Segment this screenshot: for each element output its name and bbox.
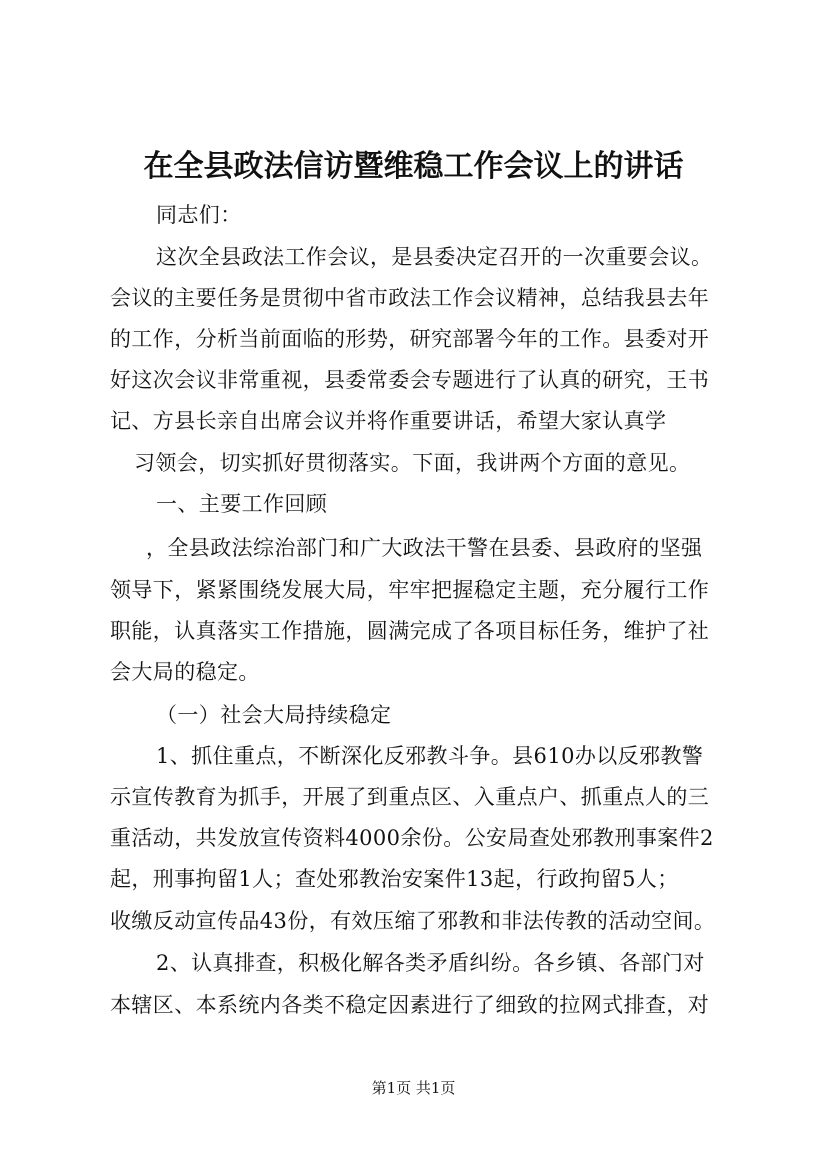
body-line: 这次全县政法工作会议，是县委决定召开的一次重要会议。 bbox=[156, 245, 713, 269]
body-line: 1、抓住重点，不断深化反邪教斗争。县610办以反邪教警 bbox=[156, 744, 704, 768]
body-line: 会大局的稳定。 bbox=[110, 660, 260, 684]
body-line: 会议的主要任务是贯彻中省市政法工作会议精神，总结我县去年 bbox=[110, 286, 710, 310]
body-line: 本辖区、本系统内各类不稳定因素进行了细致的拉网式排查，对 bbox=[110, 993, 710, 1017]
page-number-footer: 第1页 共1页 bbox=[371, 1079, 456, 1097]
body-line: 起，刑事拘留1人；查处邪教治安案件13起，行政拘留5人； bbox=[110, 867, 679, 891]
body-line: 2、认真排查，积极化解各类矛盾纠纷。各乡镇、各部门对 bbox=[156, 951, 705, 975]
body-line: ，全县政法综治部门和广大政法干警在县委、县政府的坚强 bbox=[146, 536, 703, 560]
body-line: 收缴反动宣传品43份，有效压缩了邪教和非法传教的活动空间。 bbox=[110, 909, 716, 933]
body-line: 领导下，紧紧围绕发展大局，牢牢把握稳定主题，充分履行工作 bbox=[110, 578, 710, 602]
subsection-heading: （一）社会大局持续稳定 bbox=[156, 703, 392, 727]
body-line: 好这次会议非常重视，县委常委会专题进行了认真的研究，王书 bbox=[110, 368, 710, 392]
body-line: 的工作，分析当前面临的形势，研究部署今年的工作。县委对开 bbox=[110, 327, 710, 351]
body-line: 示宣传教育为抓手，开展了到重点区、入重点户、抓重点人的三 bbox=[110, 785, 710, 809]
document-title: 在全县政法信访暨维稳工作会议上的讲话 bbox=[143, 149, 684, 184]
body-line: 职能，认真落实工作措施，圆满完成了各项目标任务，维护了社 bbox=[110, 619, 710, 643]
body-line: 重活动，共发放宣传资料4000余份。公安局查处邪教刑事案件2 bbox=[110, 826, 714, 850]
body-line: 记、方县长亲自出席会议并将作重要讲话，希望大家认真学 bbox=[110, 409, 667, 433]
section-heading: 一、主要工作回顾 bbox=[156, 492, 328, 516]
salutation-line: 同志们： bbox=[156, 203, 242, 227]
body-line: 习领会，切实抓好贯彻落实。下面，我讲两个方面的意见。 bbox=[134, 451, 691, 475]
